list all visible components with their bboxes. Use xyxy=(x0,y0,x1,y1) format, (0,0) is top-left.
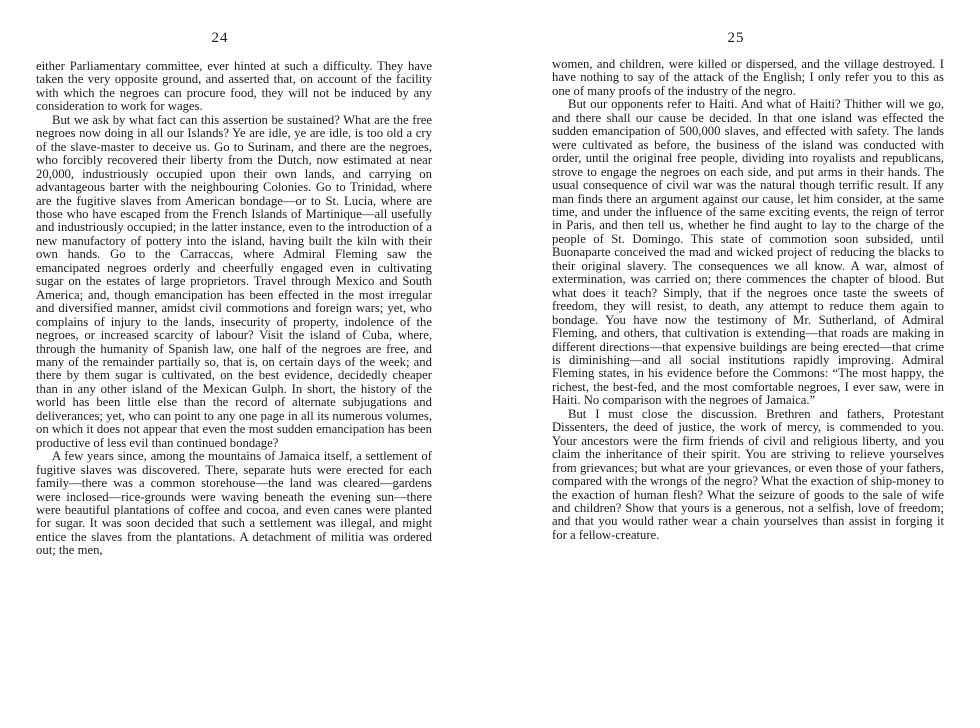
paragraph: But our opponents refer to Haiti. And what of Haiti? Thither will we go, and there shall our cause be decided. In that one island was effected the sudden emancipation of 500,000 slaves, and effected with safety. The lands were cultivated as before, the business of the island was conducted with order, until the original free people, dividing into royalists and republicans, strove to engage the negroes on each side, and put arms in their hands. The usual consequence of civil war was the natural though terrific result. If any man finds there an argument against our cause, let him consider, at the same time, and under the influence of the same exciting events, the reign of terror in Paris, and then tell us, whether he find aught to lay to the charge of the people of St. Domingo. This state of commotion soon subsided, until Buonaparte conceived the mad and wicked project of reducing the blacks to their original slavery. The consequences we all know. A war, almost of extermination, was carried on; there commences the chapter of blood. But what does it teach? Simply, that if the negroes once taste the sweets of freedom, they will resist, to death, any attempt to reduce them again to bondage. You have now the testimony of Mr. Sutherland, of Admiral Fleming, and others, that cultivation is extending—that roads are making in different directions—that expensive buildings are being erected—that crime is diminishing—and all social institutions rapidly improving. Admiral Fleming states, in his evidence before the Commons: “The most happy, the richest, the best-fed, and the most comfortable negroes, I ever saw, were in Haiti. No comparison with the negroes of Jamaica.” xyxy=(552,97,944,408)
right-page-text xyxy=(552,58,944,542)
left-page-text xyxy=(36,60,432,558)
paragraph: women, and children, were killed or dispersed, and the village destroyed. I have nothing to say of the attack of the English; I only refer you to this as one of many proofs of the industry of the negro. xyxy=(552,57,944,98)
page-number-left: 24 xyxy=(211,30,229,46)
right-page xyxy=(552,0,944,728)
page-number-right: 25 xyxy=(727,30,745,46)
paragraph: But we ask by what fact can this assertion be sustained? What are the free negroes now doing in all our Islands? Ye are idle, ye are idle, is too old a cry of the slave-master to deceive us. Go to Surinam, and there are the negroes, who forcibly recovered their liberty from the Dutch, now estimated at near 20,000, industriously occupied upon their own lands, and carrying on advantageous barter with the neighbouring Colonies. Go to Trinidad, where are the fugitive slaves from American bondage—or to St. Lucia, where are those who have escaped from the French Islands of Martinique—all usefully and industriously occupied; in the latter instance, even to the introduction of a new manufactory of pottery into the island, having built the kiln with their own hands. Go to the Carraccas, where Admiral Fleming saw the emancipated negroes orderly and cheerfully engaged even in cultivating sugar on the estates of large proprietors. Travel through Mexico and South America; and, though emancipation has been effected in the most irregular and diversified manner, amidst civil commotions and foreign wars; yet, who complains of injury to the lands, insecurity of property, indolence of the negroes, or increased scarcity of labour? Visit the island of Cuba, where, through the humanity of Spanish law, one half of the negroes are free, and many of the remainder partially so, that is, on certain days of the week; and there by them sugar is cultivated, on the best evidence, decidedly cheaper than in any other island of the Mexican Gulph. In short, the history of the world has been little else than the record of alternate subjugations and deliverances; yet, who can point to any one page in all its numerous volumes, on which it does not appear that even the most sudden emancipation has been productive of less evil than continued bondage? xyxy=(36,112,432,450)
paragraph: either Parliamentary committee, ever hinted at such a difficulty. They have taken the very opposite ground, and asserted that, on account of the facility with which the negroes can procure food, they will not be induced by any consideration to work for wages. xyxy=(36,59,432,114)
left-page xyxy=(36,0,432,728)
paragraph: A few years since, among the mountains of Jamaica itself, a settlement of fugitive slaves was discovered. There, separate huts were erected for each family—there was a common storehouse—the land was cleared—gardens were inclosed—rice-grounds were waving beneath the evening sun—there were beautiful plantations of coffee and cocoa, and even canes were planted for sugar. It was soon decided that such a settlement was illegal, and might entice the slaves from the plantations. A detachment of militia was ordered out; the men, xyxy=(36,449,432,558)
paragraph: But I must close the discussion. Brethren and fathers, Protestant Dissenters, the deed of justice, the work of mercy, is commended to you. Your ancestors were the firm friends of civil and religious liberty, and you claim the inheritance of their spirit. You are striving to relieve yourselves from grievances; but what are your grievances, or even those of your fathers, compared with the wrongs of the negro? What the exaction of ship-money to the exaction of human flesh? What the seizure of goods to the sale of wife and children? Show that yours is a generous, not a selfish, love of freedom; and that you would rather wear a chain yourselves than assist in forging it for a fellow-creature. xyxy=(552,406,944,542)
